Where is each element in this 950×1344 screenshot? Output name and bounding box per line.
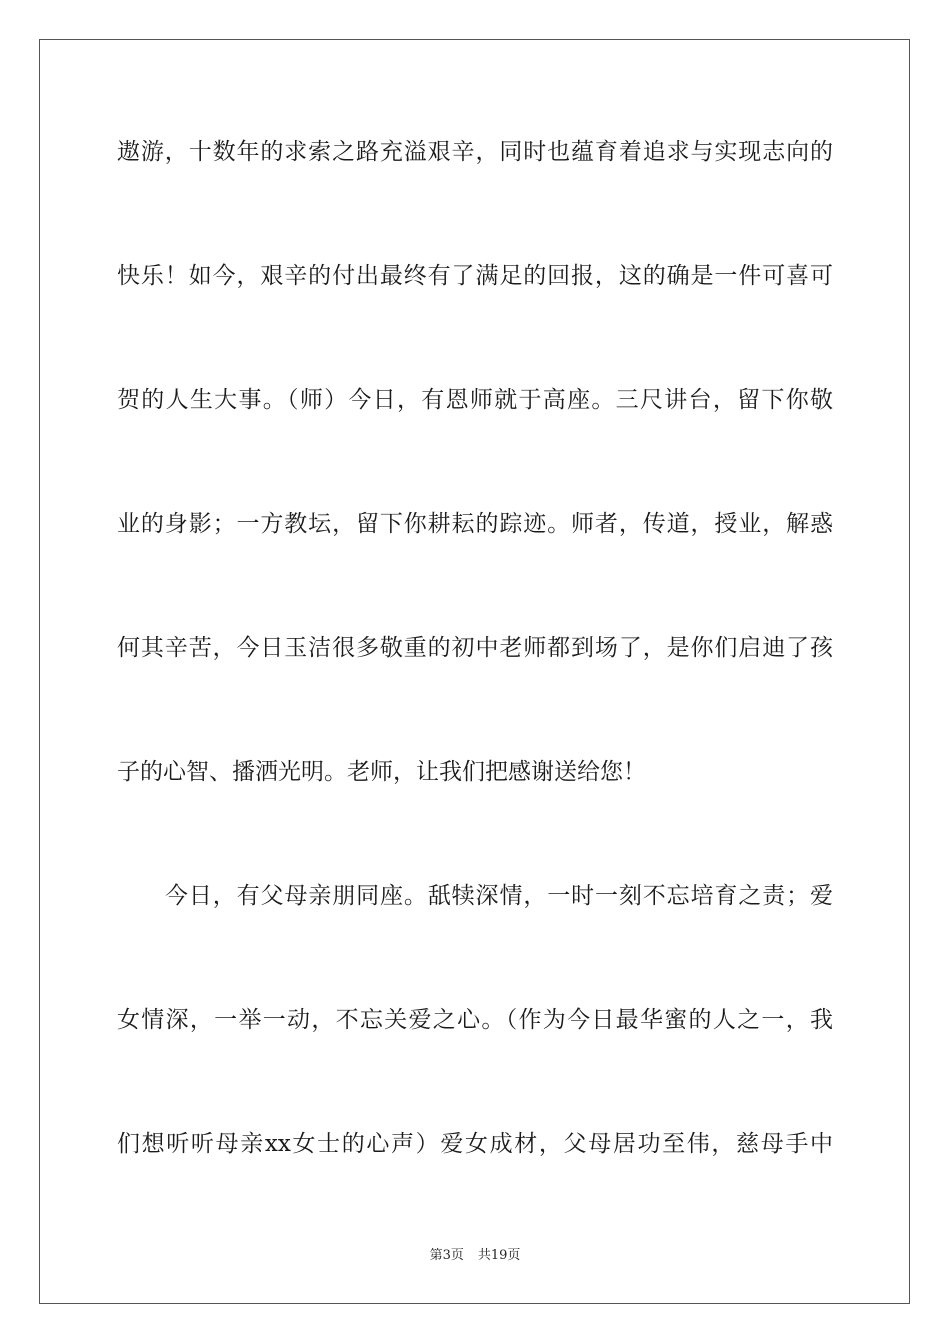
text-line-3: 贺的人生大事。（师）今日，有恩师就于高座。三尺讲台，留下你敬: [117, 387, 833, 413]
total-pages: 共19页: [477, 1248, 521, 1263]
text-line-6: 子的心智、播洒光明。老师，让我们把感谢送给您！: [117, 759, 646, 785]
text-line-1: 遨游，十数年的求索之路充溢艰辛，同时也蕴育着追求与实现志向的: [117, 139, 833, 165]
page-frame: [39, 39, 910, 1304]
text-line-2: 快乐！如今，艰辛的付出最终有了满足的回报，这的确是一件可喜可: [117, 263, 833, 289]
text-line-5: 何其辛苦，今日玉洁很多敬重的初中老师都到场了，是你们启迪了孩: [117, 635, 833, 661]
text-line-8: 女情深，一举一动，不忘关爱之心。（作为今日最华蜜的人之一，我: [117, 1007, 833, 1033]
text-line-4: 业的身影；一方教坛，留下你耕耘的踪迹。师者，传道，授业，解惑: [117, 511, 833, 537]
page-number: 第3页: [429, 1248, 464, 1263]
text-line-7: 今日，有父母亲朋同座。舐犊深情，一时一刻不忘培育之责；爱: [165, 883, 833, 909]
text-line-9: 们想听听母亲xx女士的心声）爱女成材，父母居功至伟，慈母手中: [117, 1131, 833, 1157]
page-footer: [0, 1247, 950, 1265]
